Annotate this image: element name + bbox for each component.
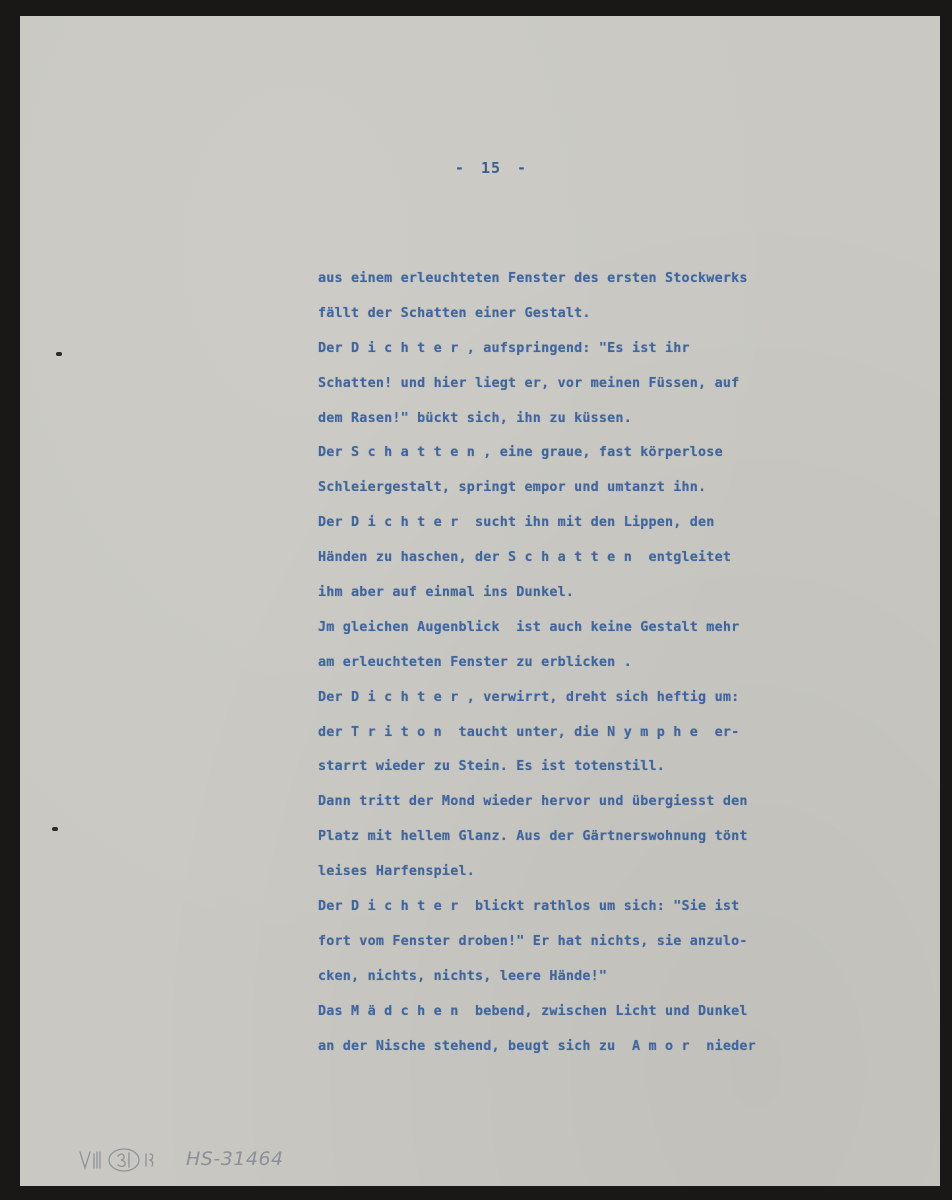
archive-signature: HS-31464 [186, 1148, 284, 1170]
text-line: am erleuchteten Fenster zu erblicken . [318, 654, 632, 670]
text-line: cken, nichts, nichts, leere Hände!" [318, 968, 608, 984]
typewritten-text [318, 262, 898, 1064]
text-line: Dann tritt der Mond wieder hervor und übergiesst den [318, 794, 748, 810]
text-line: Schatten! und hier liegt er, vor meinen Füssen, auf [318, 375, 740, 391]
text-line: Der D i c h t e r sucht ihn mit den Lippen, den [318, 515, 715, 531]
text-line: leises Harfenspiel. [318, 864, 475, 880]
text-line: aus einem erleuchteten Fenster des ersten Stockwerks [318, 271, 748, 286]
text-line: Händen zu haschen, der S c h a t t e n entgleitet [318, 550, 732, 566]
text-line: Schleiergestalt, springt empor und umtanzt ihn. [318, 480, 707, 496]
text-line: fort vom Fenster droben!" Er hat nichts, sie anzulo- [318, 933, 748, 949]
text-line: dem Rasen!" bückt sich, ihn zu küssen. [318, 410, 632, 426]
text-line: der T r i t o n taucht unter, die N y m p h e er- [318, 724, 740, 740]
text-line: Das M ä d c h e n bebend, zwischen Licht und Dunkel [318, 1003, 748, 1019]
text-line: an der Nische stehend, beugt sich zu A m o r nieder [318, 1038, 756, 1054]
text-line: starrt wieder zu Stein. Es ist totenstill. [318, 759, 665, 775]
text-line: Der D i c h t e r , verwirrt, dreht sich heftig um: [318, 689, 740, 705]
text-line: Platz mit hellem Glanz. Aus der Gärtnerswohnung tönt [318, 829, 748, 845]
margin-mark [52, 827, 58, 831]
page-number: - 15 - [454, 159, 528, 177]
margin-mark [56, 352, 62, 356]
text-line: Der D i c h t e r blickt rathlos um sich: "Sie ist [318, 899, 740, 915]
text-line: Der D i c h t e r , aufspringend: "Es ist ihr [318, 340, 690, 356]
text-line: fällt der Schatten einer Gestalt. [318, 305, 591, 321]
text-line: Der S c h a t t e n , eine graue, fast körperlose [318, 445, 723, 461]
text-line: ihm aber auf einmal ins Dunkel. [318, 585, 575, 601]
text-line: Jm gleichen Augenblick ist auch keine Gestalt mehr [318, 619, 740, 635]
